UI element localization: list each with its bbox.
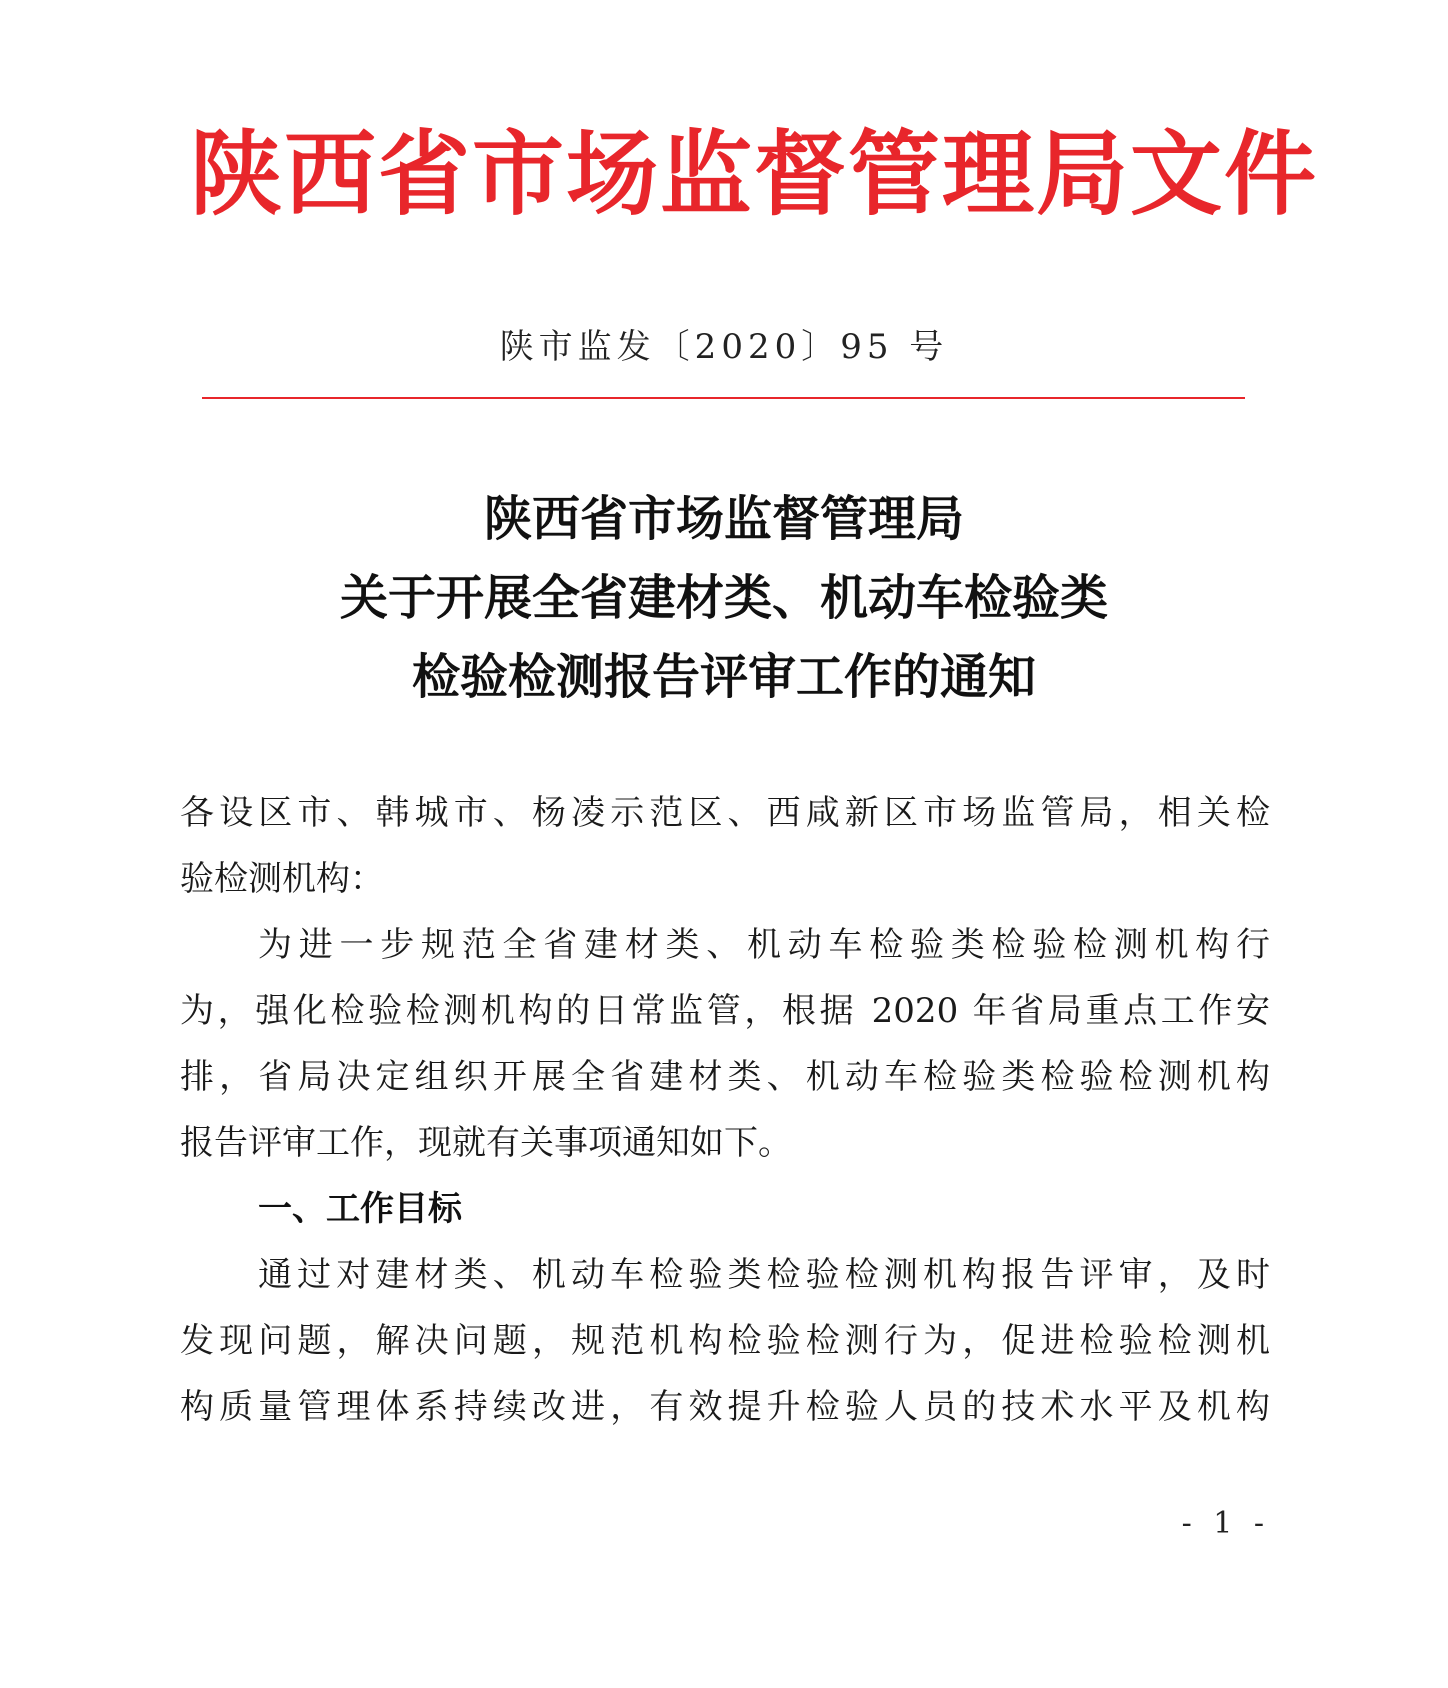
document-title-line-3: 检验检测报告评审工作的通知 — [411, 649, 1036, 705]
intro-line-3: 排，省局决定组织开展全省建材类、机动车检验类检验检测机构 — [180, 1057, 1270, 1097]
document-title-line-1: 陕西省市场监督管理局 — [483, 491, 964, 547]
section-1-heading: 一、工作目标 — [258, 1189, 462, 1229]
document-number: 陕市监发〔2020〕95 号 — [499, 327, 949, 367]
addressee-line-2: 验检测机构： — [180, 859, 384, 899]
intro-line-2: 为，强化检验检测机构的日常监管，根据 2020 年省局重点工作安 — [180, 991, 1270, 1031]
section-1-line-2: 发现问题，解决问题，规范机构检验检测行为，促进检验检测机 — [180, 1321, 1270, 1361]
page-number: - 1 - — [1181, 1506, 1270, 1541]
masthead-title: 陕西省市场监督管理局文件 — [190, 121, 1319, 228]
section-1-line-1: 通过对建材类、机动车检验类检验检测机构报告评审，及时 — [258, 1255, 1270, 1295]
intro-line-4: 报告评审工作，现就有关事项通知如下。 — [180, 1123, 792, 1163]
document-title-line-2: 关于开展全省建材类、机动车检验类 — [339, 570, 1108, 626]
addressee-line-1: 各设区市、韩城市、杨凌示范区、西咸新区市场监管局，相关检 — [180, 793, 1270, 833]
red-divider — [202, 397, 1245, 399]
intro-line-1: 为进一步规范全省建材类、机动车检验类检验检测机构行 — [258, 925, 1270, 965]
section-1-line-3: 构质量管理体系持续改进，有效提升检验人员的技术水平及机构 — [180, 1387, 1270, 1427]
